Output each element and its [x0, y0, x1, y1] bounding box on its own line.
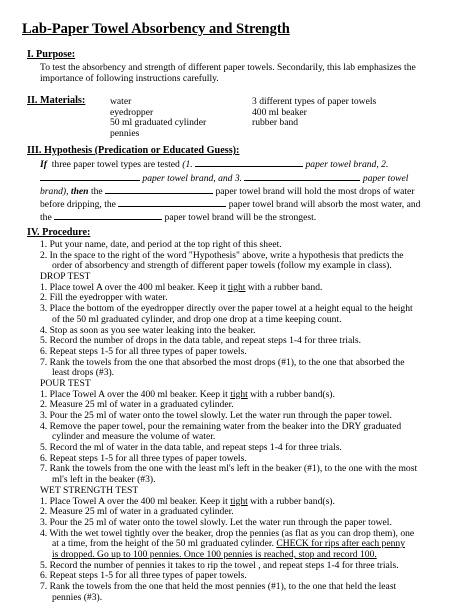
hypothesis-line-5: the paper towel brand will be the strongest. — [40, 212, 317, 223]
material-item: water — [110, 96, 132, 107]
procedure-line: ml's left in the beaker (#3). — [52, 474, 156, 486]
procedure-line: 1. Place towel A over the 400 ml beaker. Keep it tight with a rubber band. — [40, 281, 323, 293]
procedure-line: 6. Repeat steps 1-5 for all three types of paper towels. — [40, 345, 247, 357]
procedure-line: order of absorbency and strength of different paper towels (follow my example in class). — [52, 260, 392, 272]
brand-1-blank[interactable] — [195, 157, 303, 167]
procedure-line: POUR TEST — [40, 377, 91, 389]
procedure-line: 5. Record the number of pennies it takes to rip the towel , and repeat steps 1-4 for three trials. — [40, 559, 399, 571]
most-absorb-blank[interactable] — [118, 197, 226, 207]
materials-list-col1 — [110, 96, 206, 138]
procedure-line: 4. With the wet towel tightly over the beaker, drop the pennies (as flat as you can drop them), one — [40, 527, 415, 539]
procedure-line: 2. In the space to the right of the word "Hypothesis" above, write a hypothesis that predicts the — [40, 249, 404, 261]
procedure-line: 4. Remove the paper towel, pour the remaining water from the beaker into the DRY graduated — [40, 420, 402, 432]
most-drops-blank[interactable] — [105, 184, 213, 194]
procedure-line: 2. Fill the eyedropper with water. — [40, 292, 168, 304]
procedure-line: 1. Place Towel A over the 400 ml beaker. Keep it tight with a rubber band(s). — [40, 495, 335, 507]
procedure-heading: IV. Procedure: — [27, 227, 91, 238]
procedure-line: 7. Rank the towels from the one that held the most pennies (#1), to the one that held the least — [40, 581, 397, 592]
procedure-line: 7. Rank the towels from the one with the least ml's left in the beaker (#1), to the one with the most — [40, 463, 418, 475]
material-item: 400 ml beaker — [252, 106, 307, 118]
procedure-line: least drops (#3). — [52, 367, 115, 379]
hypothesis-line-4: before dripping, the paper towel brand will absorb the most water, and — [40, 199, 421, 210]
hypothesis-heading: III. Hypothesis (Predication or Educated Guess): — [27, 145, 240, 156]
procedure-line: 7. Rank the towels from the one that absorbed the most drops (#1), to the one that absorbed the — [40, 356, 405, 368]
procedure-line: 2. Measure 25 ml of water in a graduated cylinder. — [40, 506, 234, 518]
procedure-line: is dropped. Go up to 100 pennies. Once 100 pennies is reached, stop and record 100. — [52, 548, 377, 560]
procedure-line: 5. Record the ml of water in the data table, and repeat steps 1-4 for three trials. — [40, 442, 342, 454]
material-item: rubber band — [252, 117, 299, 128]
procedure-line: DROP TEST — [40, 271, 91, 283]
procedure-list — [40, 239, 466, 602]
procedure-line: 6. Repeat steps 1-5 for all three types of paper towels. — [40, 570, 247, 582]
procedure-line: WET STRENGTH TEST — [40, 484, 139, 496]
procedure-line: 3. Pour the 25 ml of water onto the towel slowly. Let the water run through the paper towel. — [40, 516, 392, 528]
procedure-line: 1. Put your name, date, and period at the top right of this sheet. — [40, 239, 282, 250]
procedure-line: cylinder and measure the volume of water. — [52, 431, 216, 443]
procedure-line: 6. Repeat steps 1-5 for all three types of paper towels. — [40, 452, 247, 464]
brand-3-blank[interactable] — [244, 171, 360, 181]
hypothesis-line-2: paper towel brand, and 3. paper towel — [40, 171, 460, 184]
procedure-line: 3. Pour the 25 ml of water onto the towel slowly. Let the water run through the paper towel. — [40, 410, 392, 421]
purpose-text: To test the absorbency and strength of different paper towels. Secondarily, this lab emphasizes the importance of following instructions carefully. — [40, 62, 416, 84]
procedure-line: at a time, from the height of the 50 ml graduated cylinder. CHECK for rips after each penny — [52, 538, 406, 550]
strongest-blank[interactable] — [54, 210, 162, 220]
material-item: eyedropper — [110, 106, 154, 118]
hypothesis-if: If — [40, 159, 47, 170]
hypothesis-line-3: brand), then the paper towel brand will hold the most drops of water — [40, 186, 415, 197]
brand-2-blank[interactable] — [40, 171, 140, 181]
purpose-heading: I. Purpose: — [27, 49, 76, 60]
procedure-line: 3. Place the bottom of the eyedropper directly over the paper towel at a height equal to the height — [40, 303, 413, 315]
procedure-line: 1. Place Towel A over the 400 ml beaker. Keep it tight with a rubber band(s). — [40, 388, 335, 400]
page-title: Lab-Paper Towel Absorbency and Strength — [22, 21, 290, 37]
material-item: 3 different types of paper towels — [252, 96, 377, 107]
materials-list-col2 — [252, 96, 376, 128]
procedure-line: 5. Record the number of drops in the data table, and repeat steps 1-4 for three trials. — [40, 335, 362, 347]
procedure-line: of the 50 ml graduated cylinder, and drop one drop at a time keeping count. — [52, 313, 342, 325]
hypothesis-line-1: If three paper towel types are tested (1. paper towel brand, 2. — [40, 159, 389, 170]
material-item: 50 ml graduated cylinder — [110, 117, 207, 128]
procedure-line: pennies (#3). — [52, 591, 103, 603]
material-item: pennies — [110, 127, 140, 139]
procedure-line: 4. Stop as soon as you see water leaking into the beaker. — [40, 324, 256, 336]
procedure-line: 2. Measure 25 ml of water in a graduated cylinder. — [40, 399, 234, 411]
materials-heading: II. Materials: — [27, 95, 86, 106]
